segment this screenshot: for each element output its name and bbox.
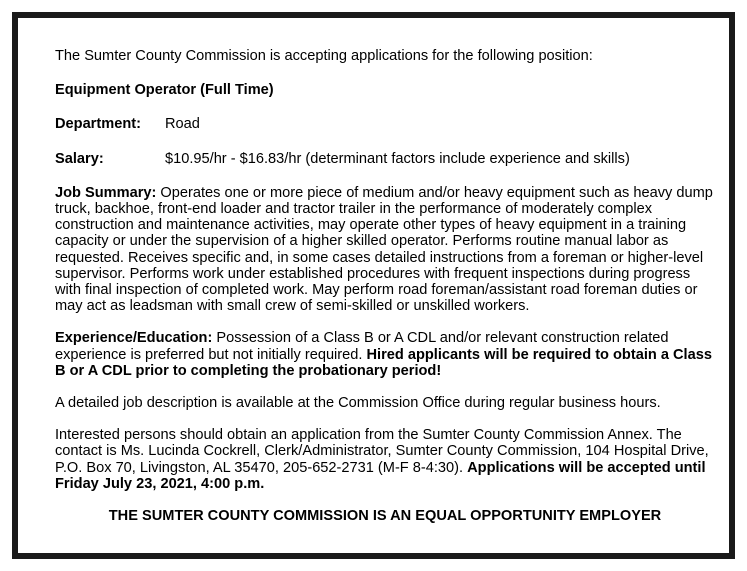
notice-frame xyxy=(12,12,735,559)
contact-text: Interested persons should obtain an application from the Sumter County Commission Annex. The contact is Ms. Lucinda Cockrell, Clerk/Administrator, Sumter County Commission, 104 Hospital Drive, P.O. Box 70, Livingston, AL 35470, 205-652-2731 (M-F 8-4:30). xyxy=(55,427,709,476)
department-label: Department: xyxy=(55,116,141,133)
job-summary-label: Job Summary: xyxy=(55,184,157,201)
salary-value: $10.95/hr - $16.83/hr (determinant factors include experience and skills) xyxy=(165,150,630,167)
job-summary-text: Operates one or more piece of medium and/or heavy equipment such as heavy dump truck, backhoe, front-end loader and tractor trailer in the performance of moderately complex construction and maintenance activities, may operate other types of heavy equipment in a training capacity or under the supervision of a higher skilled operator. Performs routine manual labor as requested. Receives specific and, in some cases detailed instructions from a foreman or higher-level supervisor. Performs work under established procedures with frequent inspections during progress with final inspection of completed work. May perform road foreman/assistant road foreman duties or may act as leadsman with small crew of semi-skilled or unskilled workers. xyxy=(55,184,713,315)
contact-info xyxy=(55,427,715,492)
job-description-note: A detailed job description is available at the Commission Office during regular business hours. xyxy=(55,395,661,412)
experience-text: Possession of a Class B or A CDL and/or relevant construction related experience is preferred but not initially required. xyxy=(55,330,669,363)
experience-requirement: Hired applicants will be required to obtain a Class B or A CDL prior to completing the probationary period! xyxy=(55,346,712,379)
intro-text: The Sumter County Commission is accepting applications for the following position: xyxy=(55,48,593,64)
salary-label: Salary: xyxy=(55,150,104,167)
position-title: Equipment Operator (Full Time) xyxy=(55,82,274,99)
experience-education xyxy=(55,330,715,379)
department-row xyxy=(55,116,715,132)
application-deadline: Applications will be accepted until Friday July 23, 2021, 4:00 p.m. xyxy=(55,459,706,492)
salary-row xyxy=(55,151,715,167)
equal-opportunity-statement: THE SUMTER COUNTY COMMISSION IS AN EQUAL OPPORTUNITY EMPLOYER xyxy=(108,508,662,525)
notice-content xyxy=(55,48,715,524)
job-summary xyxy=(55,185,715,315)
experience-label: Experience/Education: xyxy=(55,330,213,347)
department-value: Road xyxy=(165,116,200,133)
